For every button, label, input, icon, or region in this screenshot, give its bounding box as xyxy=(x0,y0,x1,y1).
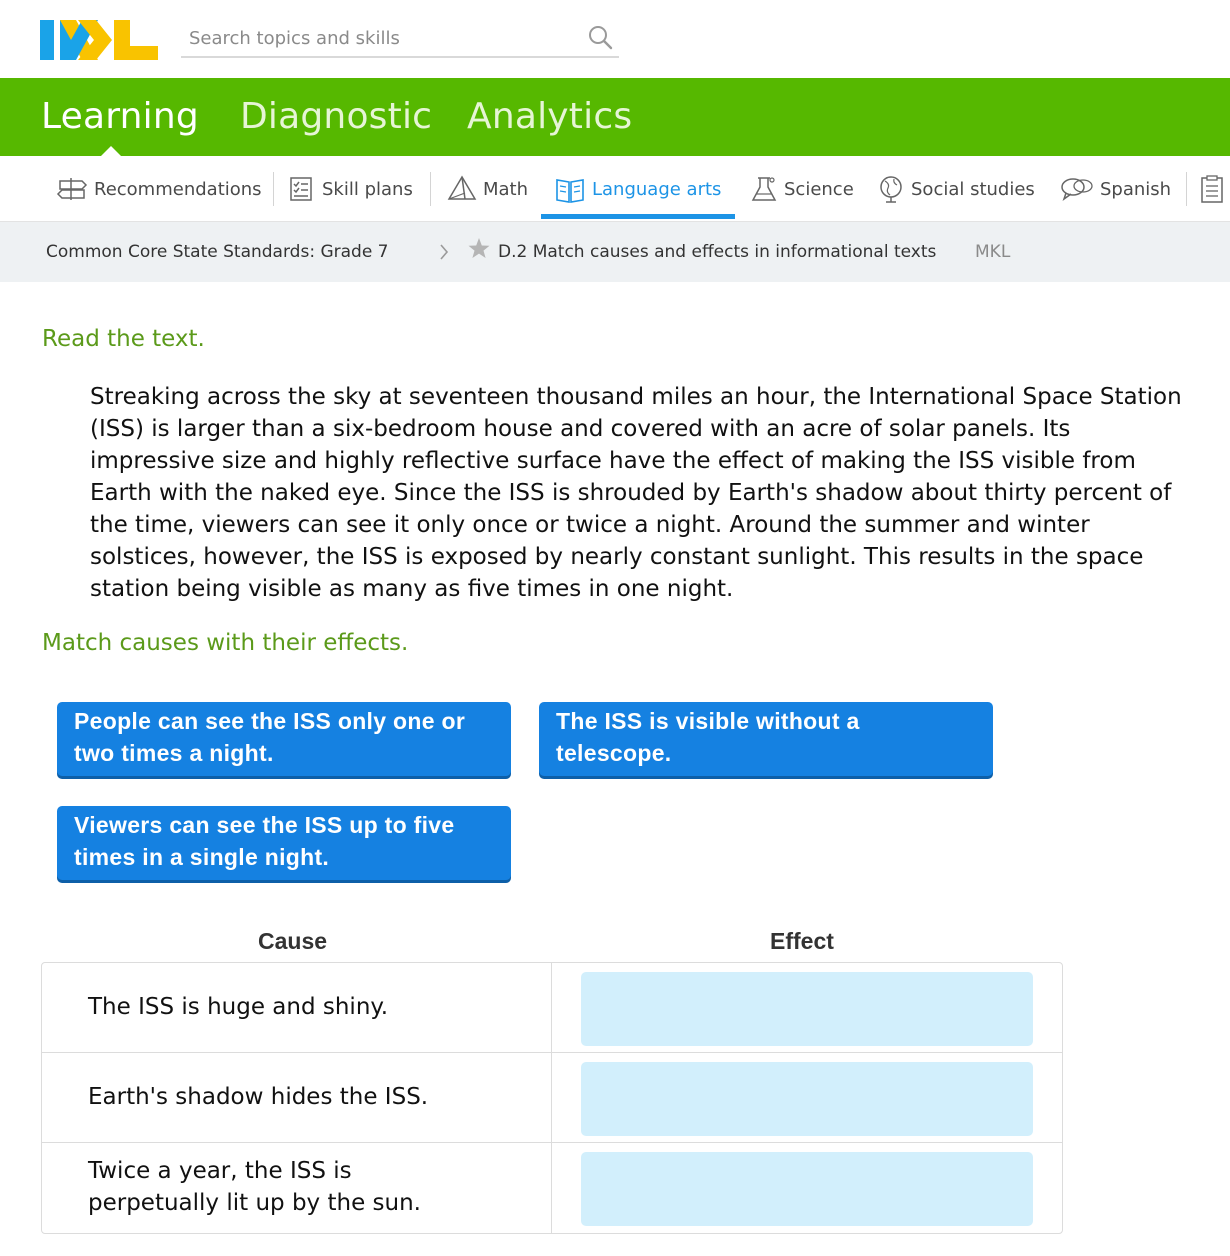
tab-skill-plans[interactable] xyxy=(288,156,413,222)
answer-tile[interactable]: People can see the ISS only one or two times a night. xyxy=(57,702,511,776)
tab-social-studies[interactable] xyxy=(877,156,1035,222)
tab-divider xyxy=(273,172,274,206)
skill-code: MKL xyxy=(975,242,1011,262)
pyramid-icon xyxy=(447,175,477,203)
effect-column-header: Effect xyxy=(770,928,834,954)
active-nav-pointer xyxy=(101,146,121,156)
signpost-icon xyxy=(56,176,88,202)
tab-science[interactable] xyxy=(750,156,854,222)
tab-divider xyxy=(430,172,431,206)
tab-spanish[interactable] xyxy=(1060,156,1171,222)
tab-label: Spanish xyxy=(1100,178,1172,200)
main-nav xyxy=(0,78,1230,156)
nav-analytics[interactable]: Analytics xyxy=(467,96,633,137)
open-book-icon xyxy=(554,174,586,204)
table-divider xyxy=(42,1142,1062,1143)
tab-label: Skill plans xyxy=(322,178,413,200)
cause-cell: The ISS is huge and shiny. xyxy=(88,994,389,1020)
breadcrumb xyxy=(0,222,1230,282)
nav-diagnostic[interactable]: Diagnostic xyxy=(240,96,433,137)
effect-drop-zone[interactable] xyxy=(581,972,1033,1046)
cause-cell: Earth's shadow hides the ISS. xyxy=(88,1084,429,1110)
tab-more[interactable] xyxy=(1198,156,1230,222)
read-prompt: Read the text. xyxy=(42,326,205,352)
tab-recommendations[interactable] xyxy=(56,156,262,222)
tab-label: Math xyxy=(483,178,529,200)
table-divider xyxy=(42,1052,1062,1053)
speech-bubbles-icon xyxy=(1060,176,1094,202)
checklist-icon xyxy=(288,175,316,203)
flask-icon xyxy=(750,174,778,204)
tab-label: Language arts xyxy=(592,178,722,200)
search-bar xyxy=(181,18,619,58)
tab-math[interactable] xyxy=(447,156,528,222)
tab-language-arts[interactable] xyxy=(554,156,721,222)
search-icon[interactable] xyxy=(587,24,613,50)
answer-tile[interactable]: The ISS is visible without a telescope. xyxy=(539,702,993,776)
subject-tabs xyxy=(0,156,1230,222)
effect-drop-zone[interactable] xyxy=(581,1152,1033,1226)
tab-label: Social studies xyxy=(911,178,1035,200)
tab-label: Science xyxy=(784,178,854,200)
active-tab-underline xyxy=(541,214,735,219)
breadcrumb-standard[interactable]: Common Core State Standards: Grade 7 xyxy=(46,242,389,262)
search-input[interactable] xyxy=(189,24,569,52)
cause-cell: Twice a year, the ISS is perpetually lit up by the sun. xyxy=(88,1158,421,1216)
ixl-logo[interactable] xyxy=(40,18,160,62)
match-prompt: Match causes with their effects. xyxy=(42,630,409,656)
tab-divider xyxy=(1186,172,1187,206)
passage-text: Streaking across the sky at seventeen thousand miles an hour, the International Space Station (ISS) is larger than a six-bedroom house and covered with an acre of solar panels. Its impressive size and highly reflective surface have the effect of making the ISS visible from Earth with the naked eye. Since the ISS is shrouded by Earth's shadow about thirty percent of the time, viewers can see it only once or twice a night. Around the summer and winter solstices, however, the ISS is exposed by nearly constant sunlight. This results in the space station being visible as many as five times in one night. xyxy=(90,384,1182,602)
breadcrumb-skill: D.2 Match causes and effects in informational texts xyxy=(498,242,937,262)
tab-label: Recommendations xyxy=(94,178,262,200)
answer-tile[interactable]: Viewers can see the ISS up to five times in a single night. xyxy=(57,806,511,880)
nav-learning[interactable]: Learning xyxy=(41,96,199,137)
top-bar xyxy=(0,0,1230,78)
clipboard-icon xyxy=(1198,174,1226,204)
globe-icon xyxy=(877,174,905,204)
table-divider xyxy=(551,962,552,1234)
cause-column-header: Cause xyxy=(258,928,328,954)
star-icon[interactable] xyxy=(468,222,490,282)
effect-drop-zone[interactable] xyxy=(581,1062,1033,1136)
chevron-right-icon xyxy=(438,222,450,282)
